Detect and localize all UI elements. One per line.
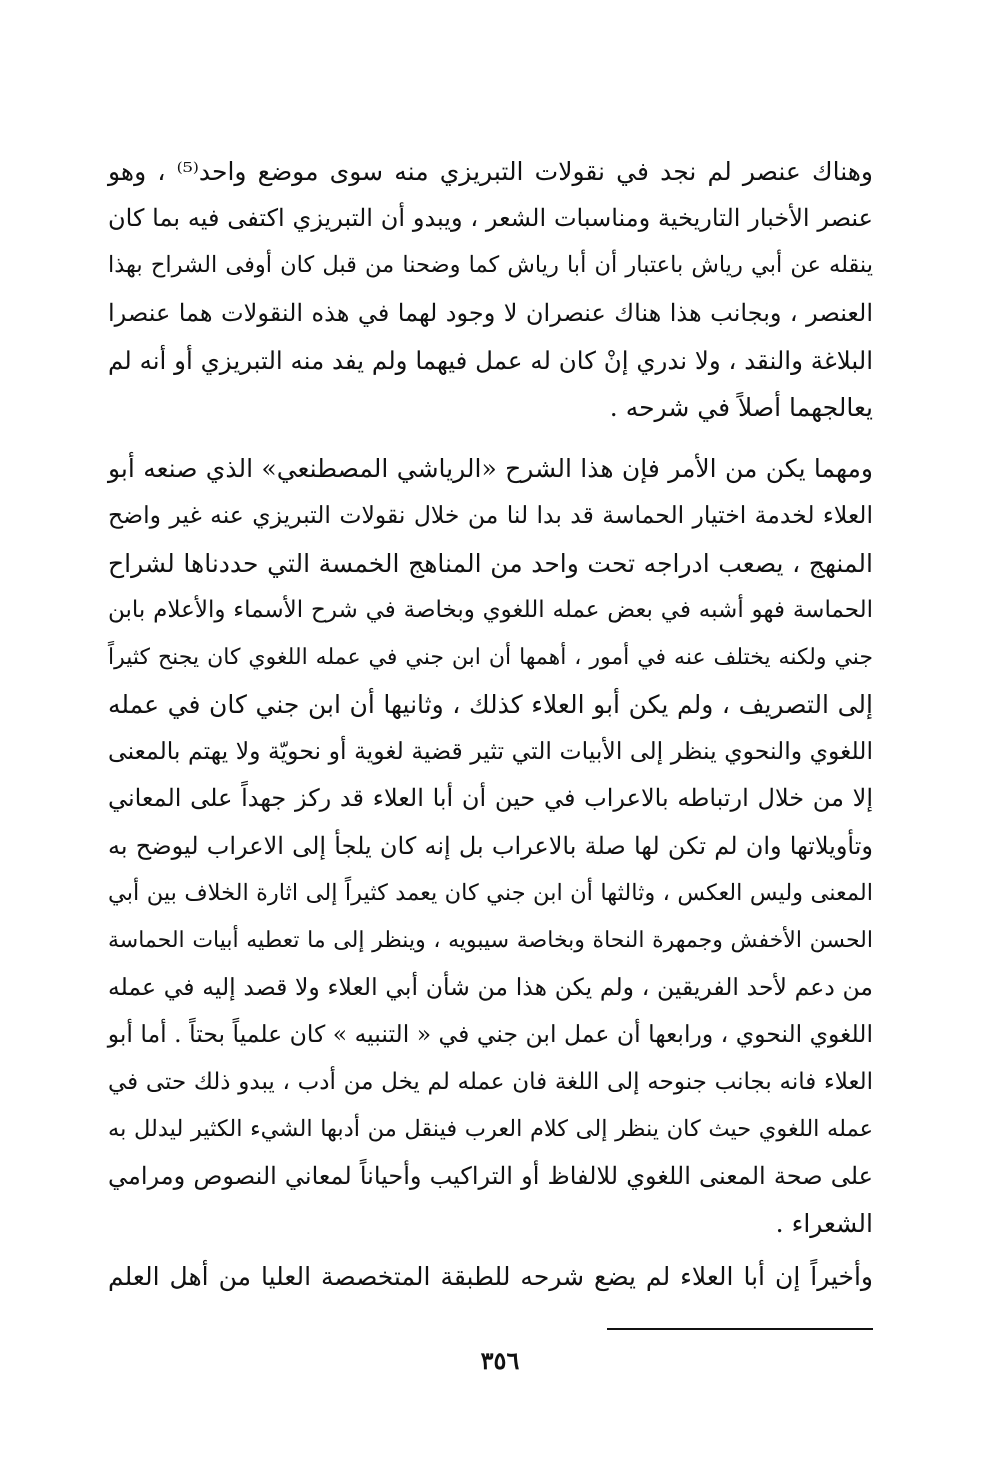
text-line: عمله اللغوي حيث كان ينظر إلى كلام العرب فينقل من أدبها الشيء الكثير ليدلل به <box>108 1115 873 1142</box>
text-line: اللغوي النحوي ، ورابعها أن عمل ابن جني في « التنبيه » كان علمياً بحتاً . أما أبو <box>107 1020 873 1049</box>
text-line: العلاء لخدمة اختيار الحماسة قد بدا لنا من خلال نقولات التبريزي عنه غير واضح <box>108 501 873 530</box>
paragraph-1 <box>108 148 873 431</box>
footnote-divider <box>607 1328 873 1330</box>
text-line: العنصر ، وبجانب هذا هناك عنصران لا وجود لهما في هذه النقولات هما عنصرا <box>108 298 873 327</box>
text-line: الحسن الأخفش وجمهرة النحاة وبخاصة سيبويه ، وينظر إلى ما تعطيه أبيات الحماسة <box>108 928 873 953</box>
page-number: ٣٥٦ <box>480 1346 520 1375</box>
text-line: ينقله عن أبي رياش باعتبار أن أبا رياش كما وضحنا من قبل كان أوفى الشراح بهذا <box>108 252 873 279</box>
text-line: العلاء فانه بجانب جنوحه إلى اللغة فان عمله لم يخل من أدب ، يبدو ذلك حتى في <box>108 1068 873 1095</box>
text-line: الحماسة فهو أشبه في بعض عمله اللغوي وبخاصة في شرح الأسماء والأعلام بابن <box>108 596 873 623</box>
paragraph-2 <box>108 445 873 1247</box>
text-line: وأخيراً إن أبا العلاء لم يضع شرحه للطبقة المتخصصة العليا من أهل العلم <box>108 1262 873 1292</box>
text-line: إلى التصريف ، ولم يكن أبو العلاء كذلك ، وثانيها أن ابن جني كان في عمله <box>108 690 873 720</box>
text-line: المنهج ، يصعب ادراجه تحت واحد من المناهج الخمسة التي حددناها لشراح <box>108 548 873 578</box>
text-line: وهناك عنصر لم نجد في نقولات التبريزي منه سوى موضع واحد⁽⁵⁾ ، وهو <box>108 157 874 186</box>
text-line: وتأويلاتها وان لم تكن لها صلة بالاعراب بل إنه كان يلجأ إلى الاعراب ليوضح به <box>108 831 873 860</box>
text-line: جني ولكنه يختلف عنه في أمور ، أهمها أن ابن جني في عمله اللغوي كان يجنح كثيراً <box>108 644 873 670</box>
text-line: من دعم لأحد الفريقين ، ولم يكن هذا من شأن أبي العلاء ولا قصد إليه في عمله <box>108 973 873 1002</box>
text-line: ومهما يكن من الأمر فإن هذا الشرح «الرياشي المصطنعي» الذي صنعه أبو <box>108 454 873 484</box>
body-text <box>108 148 873 1301</box>
text-line: عنصر الأخبار التاريخية ومناسبات الشعر ، ويبدو أن التبريزي اكتفى فيه بما كان <box>108 204 873 233</box>
text-line: اللغوي والنحوي ينظر إلى الأبيات التي تثير قضية لغوية أو نحويّة ولا يهتم بالمعنى <box>108 737 873 766</box>
text-line: يعالجهما أصلاً في شرحه . <box>609 392 873 422</box>
text-line: إلا من خلال ارتباطه بالاعراب في حين أن أبا العلاء قد ركز جهداً على المعاني <box>108 784 873 813</box>
paragraph-3 <box>108 1253 873 1300</box>
text-line: البلاغة والنقد ، ولا ندري إنْ كان له عمل فيهما ولم يفد منه التبريزي أو أنه لم <box>108 345 873 375</box>
text-line: على صحة المعنى اللغوي للالفاظ أو التراكيب وأحياناً لمعاني النصوص ومرامي <box>108 1161 873 1190</box>
text-line: الشعراء . <box>775 1209 873 1239</box>
paragraph-spacer <box>108 431 873 445</box>
text-line: المعنى وليس العكس ، وثالثها أن ابن جني كان يعمد كثيراً إلى اثارة الخلاف بين أبي <box>108 879 873 906</box>
